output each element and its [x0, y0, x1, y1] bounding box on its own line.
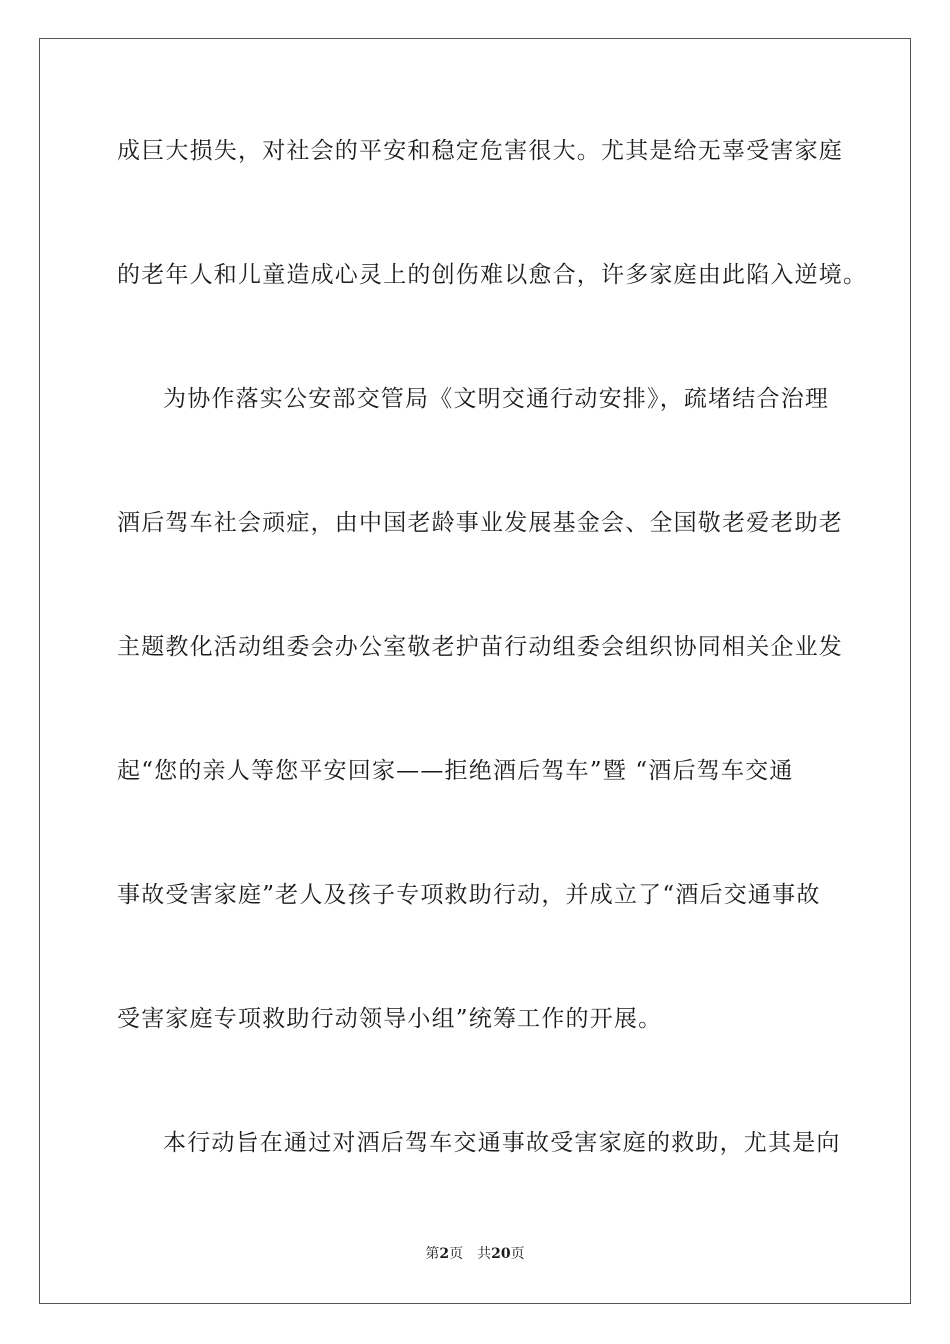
body-line-2: 的老年人和儿童造成心灵上的创伤难以愈合，许多家庭由此陷入逆境。: [117, 262, 868, 288]
page-suffix: 页: [449, 1246, 464, 1262]
total-pages: 20: [491, 1246, 511, 1262]
body-line-5: 主题教化活动组委会办公室敬老护苗行动组委会组织协同相关企业发: [117, 634, 843, 660]
page-footer: [0, 1245, 950, 1263]
paragraph-start-line: 为协作落实公安部交管局《文明交通行动安排》，疏堵结合治理: [163, 386, 830, 412]
body-line-7: 事故受害家庭”老人及孩子专项救助行动，并成立了“酒后交通事故: [117, 882, 821, 908]
page-number: 2: [439, 1246, 450, 1262]
body-line-8: 受害家庭专项救助行动领导小组”统筹工作的开展。: [117, 1006, 663, 1032]
body-line-4: 酒后驾车社会顽症，由中国老龄事业发展基金会、全国敬老爱老助老: [117, 510, 843, 536]
paragraph-start-line: 本行动旨在通过对酒后驾车交通事故受害家庭的救助，尤其是向: [163, 1130, 841, 1156]
total-prefix: 共: [477, 1246, 492, 1262]
total-suffix: 页: [510, 1246, 525, 1262]
page-border: [39, 38, 911, 1304]
body-line-1: 成巨大损失，对社会的平安和稳定危害很大。尤其是给无辜受害家庭: [117, 138, 843, 164]
body-line-6: 起“您的亲人等您平安回家——拒绝酒后驾车”暨 “酒后驾车交通: [117, 758, 794, 784]
page-prefix: 第: [425, 1246, 440, 1262]
